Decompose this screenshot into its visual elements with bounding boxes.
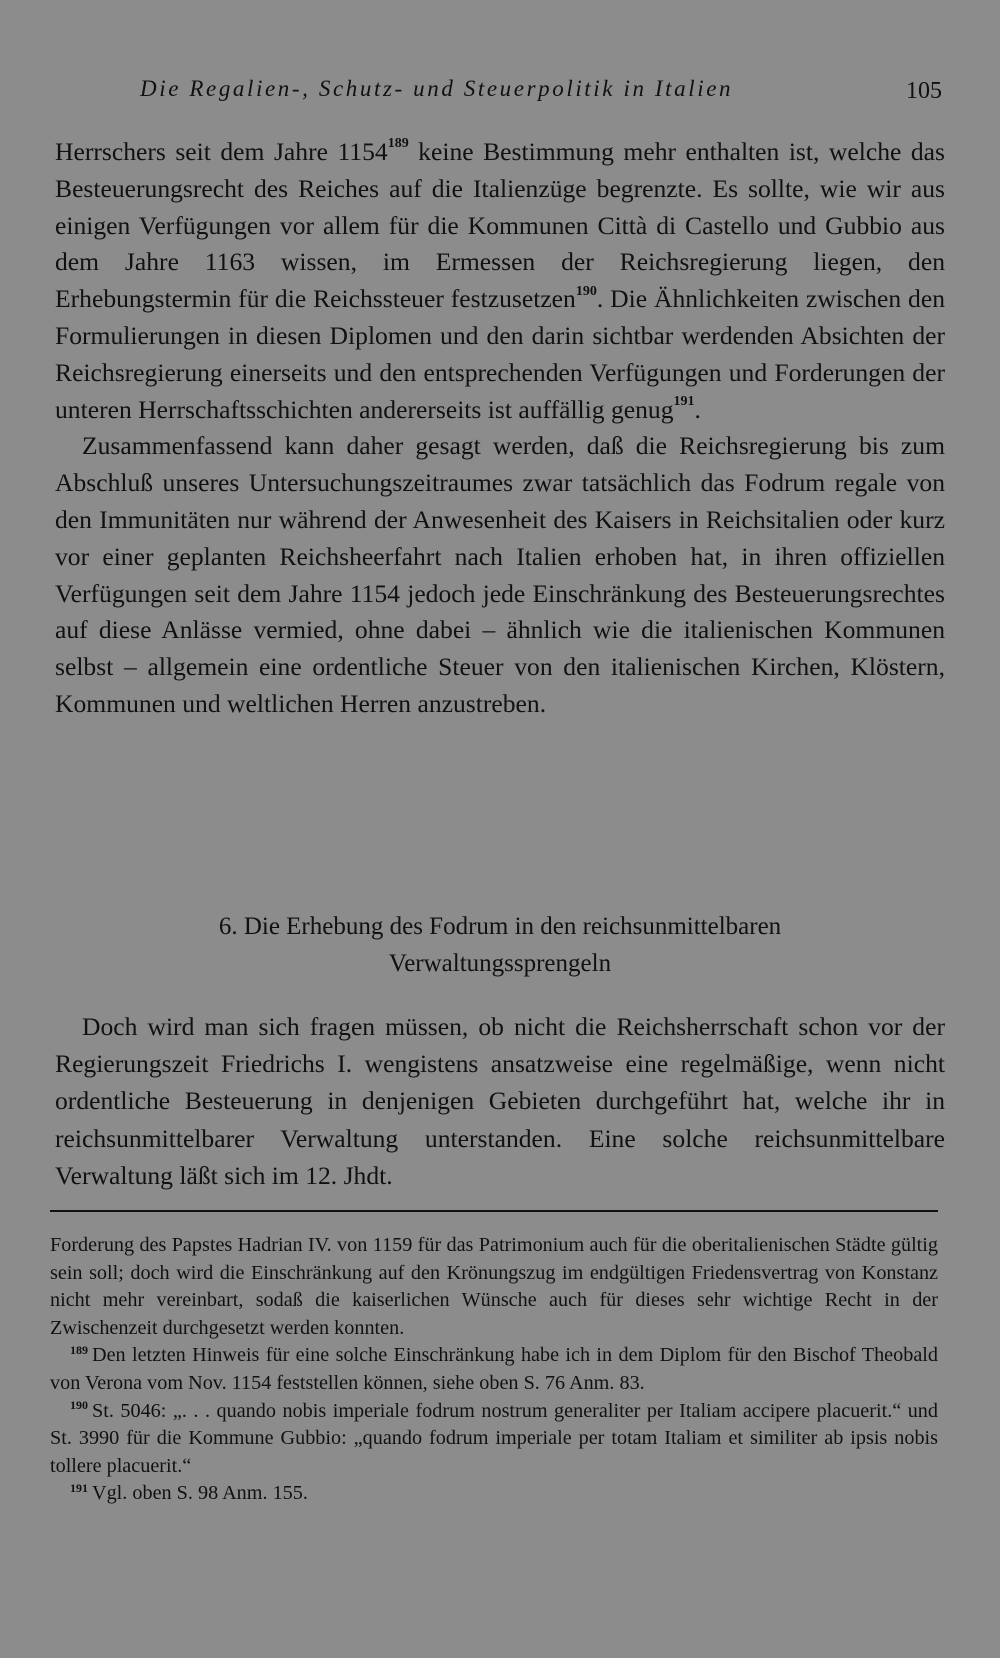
- footnote-text: St. 5046: „. . . quando nobis imperiale fodrum nostrum generaliter per Italiam accipere placuerit.“ und St. 3990 für die Kommune Gubbio: „quando fodrum imperiale per totam Italiam et similiter ab ipsis nobis tollere placuerit.“: [50, 1399, 938, 1477]
- text-run: . Die Ähnlichkeiten zwischen den Formulierungen in diesen Diplomen und den darin sichtbar werdenden Absichten der Reichsregierung einerseits und den entsprechenden Verfügungen und Forderungen der unteren Herrschaftsschichten andererseits ist auffällig genug: [55, 284, 945, 424]
- paragraph-1: [55, 134, 945, 428]
- text-run: .: [694, 394, 701, 424]
- footnote-191: [50, 1480, 938, 1508]
- section-paragraph-1: Doch wird man sich fragen müssen, ob nicht die Reichsherrschaft schon vor der Regierungszeit Friedrichs I. wengistens ansatzweise eine regelmäßige, wenn nicht ordentliche Besteuerung in denjenigen Gebieten durchgeführt hat, welche ihr in reichsunmittelbarer Verwaltung unterstanden. Eine solche reichsunmittelbare Verwaltung läßt sich im 12. Jhdt.: [55, 1012, 945, 1190]
- section-heading-line-1: 6. Die Erhebung des Fodrum in den reichsunmittelbaren: [218, 913, 782, 940]
- text-run: Herrschers seit dem Jahre 1154: [55, 137, 388, 166]
- section-heading-line-2: Verwaltungssprengeln: [388, 950, 612, 977]
- footnote-text: Den letzten Hinweis für eine solche Einschränkung habe ich in dem Diplom für den Bischof Theobald von Verona vom Nov. 1154 feststellen können, siehe oben S. 76 Anm. 83.: [50, 1344, 938, 1394]
- footnote-number: 189: [70, 1342, 88, 1357]
- section-text: [55, 1008, 945, 1194]
- footnote-text: Vgl. oben S. 98 Anm. 155.: [92, 1482, 308, 1505]
- footnote-divider: [50, 1210, 938, 1212]
- section-heading: [55, 908, 945, 982]
- footnote-ref-189[interactable]: 189: [387, 136, 409, 152]
- main-text: [55, 134, 945, 723]
- footnote-continuation: Forderung des Papstes Hadrian IV. von 1159 für das Patrimonium auch für die oberitalienischen Städte gültig sein soll; doch wird die Einschränkung auf den Krönungszug im endgültigen Friedensvertrag von Konstanz nicht mehr vereinbart, sodaß die kaiserlichen Wünsche auch für dieses sehr wichtige Recht in der Zwischenzeit durchgesetzt werden konnten.: [50, 1234, 938, 1339]
- footnote-189: [50, 1342, 938, 1397]
- footnote-number: 190: [70, 1397, 88, 1412]
- page-number: 105: [906, 78, 942, 104]
- footnote-ref-191[interactable]: 191: [673, 394, 695, 410]
- footnote-190: [50, 1398, 938, 1481]
- text-run: keine Bestimmung mehr enthalten ist, welche das Besteuerungsrecht des Reiches auf die Italienzüge begrenzte. Es sollte, wie wir aus einigen Verfügungen vor allem für die Kommunen Città di Castello und Gubbio aus dem Jahre 1163 wissen, im Ermessen der Reichsregierung liegen, den Erhebungstermin für die Reichssteuer festzusetzen: [55, 137, 945, 314]
- footnotes: [50, 1232, 938, 1508]
- paragraph-2: Zusammenfassend kann daher gesagt werden, daß die Reichsregierung bis zum Abschluß unseres Untersuchungszeitraumes zwar tatsächlich das Fodrum regale von den Immunitäten nur während der Anwesenheit des Kaisers in Reichsitalien oder kurz vor einer geplanten Reichsheerfahrt nach Italien erhoben hat, in ihren offiziellen Verfügungen seit dem Jahre 1154 jedoch jede Einschränkung des Besteuerungsrechtes auf diese Anlässe vermied, ohne dabei – ähnlich wie die italienischen Kommunen selbst – allgemein eine ordentliche Steuer von den italienischen Kirchen, Klöstern, Kommunen und weltlichen Herren anzustreben.: [55, 431, 945, 718]
- running-head: Die Regalien-, Schutz- und Steuerpolitik in Italien: [140, 76, 734, 101]
- footnote-number: 191: [70, 1480, 88, 1495]
- footnote-ref-190[interactable]: 190: [575, 283, 597, 299]
